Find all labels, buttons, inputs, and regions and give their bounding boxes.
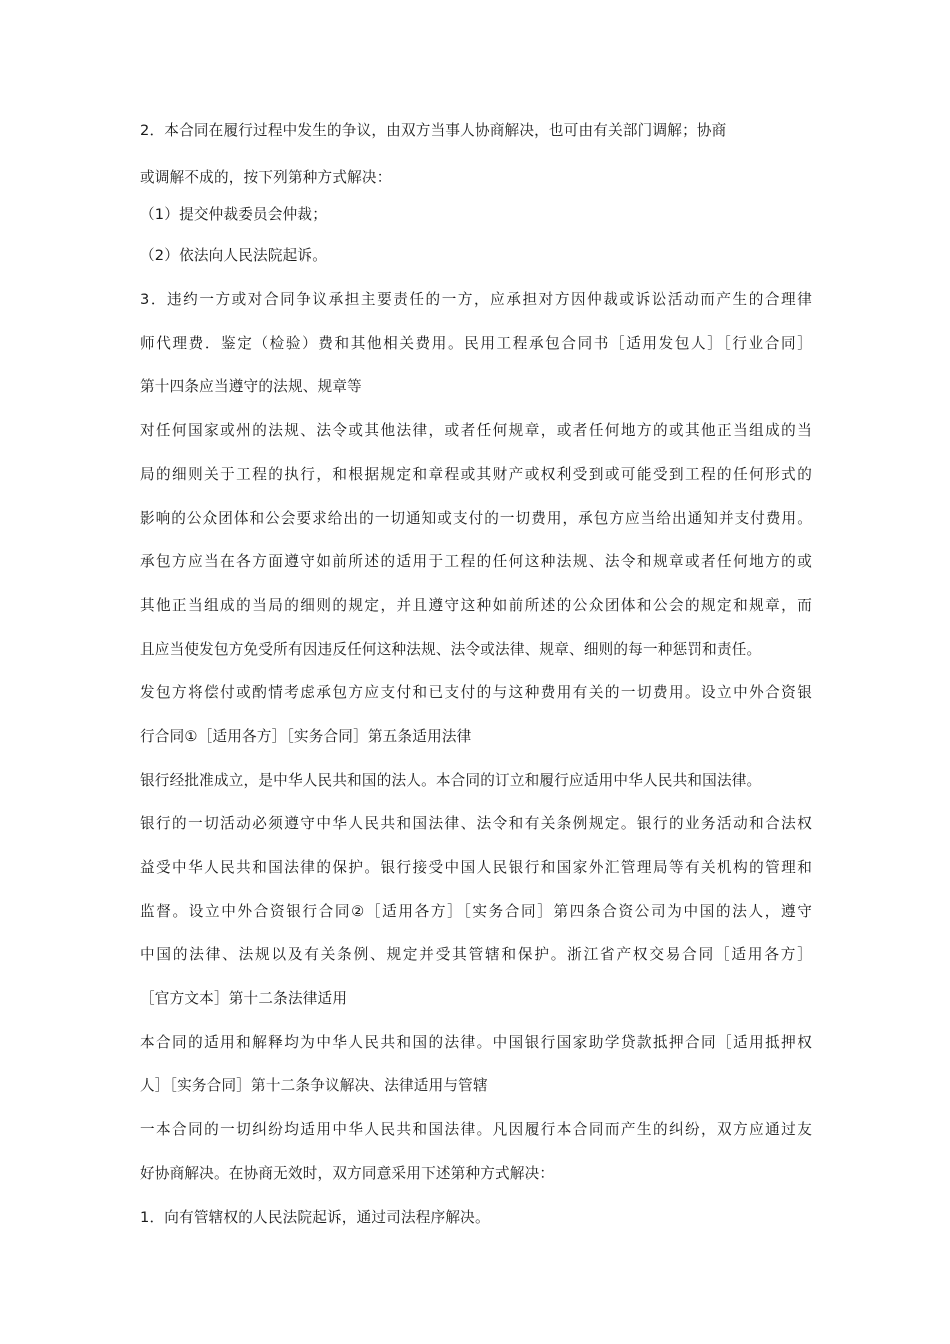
text-line-12: 其他正当组成的当局的细则的规定，并且遵守这种如前所述的公众团体和公会的规定和规章，而 [140, 597, 812, 614]
text-line-4: （2）依法向人民法院起诉。 [140, 247, 328, 264]
text-line-5: 3．违约一方或对合同争议承担主要责任的一方，应承担对方因仲裁或诉讼活动而产生的合理律 [140, 291, 812, 308]
text-line-24: 一本合同的一切纠纷均适用中华人民共和国法律。凡因履行本合同而产生的纠纷，双方应通过友 [140, 1121, 812, 1138]
text-line-20: 中国的法律、法规以及有关条例、规定并受其管辖和保护。浙江省产权交易合同［适用各方］ [140, 946, 812, 963]
text-line-6: 师代理费．鉴定（检验）费和其他相关费用。民用工程承包合同书［适用发包人］［行业合同］ [140, 335, 812, 352]
text-line-10: 影响的公众团体和公会要求给出的一切通知或支付的一切费用，承包方应当给出通知并支付费用。 [140, 510, 812, 527]
text-line-11: 承包方应当在各方面遵守如前所述的适用于工程的任何这种法规、法令和规章或者任何地方的或 [140, 553, 812, 570]
text-line-26: 1．向有管辖权的人民法院起诉，通过司法程序解决。 [140, 1209, 490, 1226]
text-line-19: 监督。设立中外合资银行合同②［适用各方］［实务合同］第四条合资公司为中国的法人，遵守 [140, 903, 812, 920]
text-line-3: （1）提交仲裁委员会仲裁； [140, 206, 328, 223]
text-line-7: 第十四条应当遵守的法规、规章等 [140, 378, 362, 395]
text-line-17: 银行的一切活动必须遵守中华人民共和国法律、法令和有关条例规定。银行的业务活动和合法权 [140, 815, 812, 832]
text-line-14: 发包方将偿付或酌情考虑承包方应支付和已支付的与这种费用有关的一切费用。设立中外合资银 [140, 684, 812, 701]
text-line-8: 对任何国家或州的法规、法令或其他法律，或者任何规章，或者任何地方的或其他正当组成的当 [140, 422, 812, 439]
text-line-18: 益受中华人民共和国法律的保护。银行接受中国人民银行和国家外汇管理局等有关机构的管理和 [140, 859, 812, 876]
text-line-2: 或调解不成的，按下列第种方式解决： [140, 169, 392, 186]
text-line-16: 银行经批准成立，是中华人民共和国的法人。本合同的订立和履行应适用中华人民共和国法律。 [140, 772, 762, 789]
text-line-22: 本合同的适用和解释均为中华人民共和国的法律。中国银行国家助学贷款抵押合同［适用抵押权 [140, 1034, 812, 1051]
text-line-23: 人］［实务合同］第十二条争议解决、法律适用与管辖 [140, 1077, 488, 1094]
text-line-15: 行合同①［适用各方］［实务合同］第五条适用法律 [140, 728, 472, 745]
text-line-9: 局的细则关于工程的执行，和根据规定和章程或其财产或权利受到或可能受到工程的任何形式的 [140, 466, 812, 483]
text-line-25: 好协商解决。在协商无效时，双方同意采用下述第种方式解决： [140, 1165, 555, 1182]
text-line-1: 2．本合同在履行过程中发生的争议，由双方当事人协商解决，也可由有关部门调解；协商 [140, 122, 727, 139]
text-line-21: ［官方文本］第十二条法律适用 [140, 990, 348, 1007]
text-line-13: 且应当使发包方免受所有因违反任何这种法规、法令或法律、规章、细则的每一种惩罚和责任。 [140, 641, 762, 658]
